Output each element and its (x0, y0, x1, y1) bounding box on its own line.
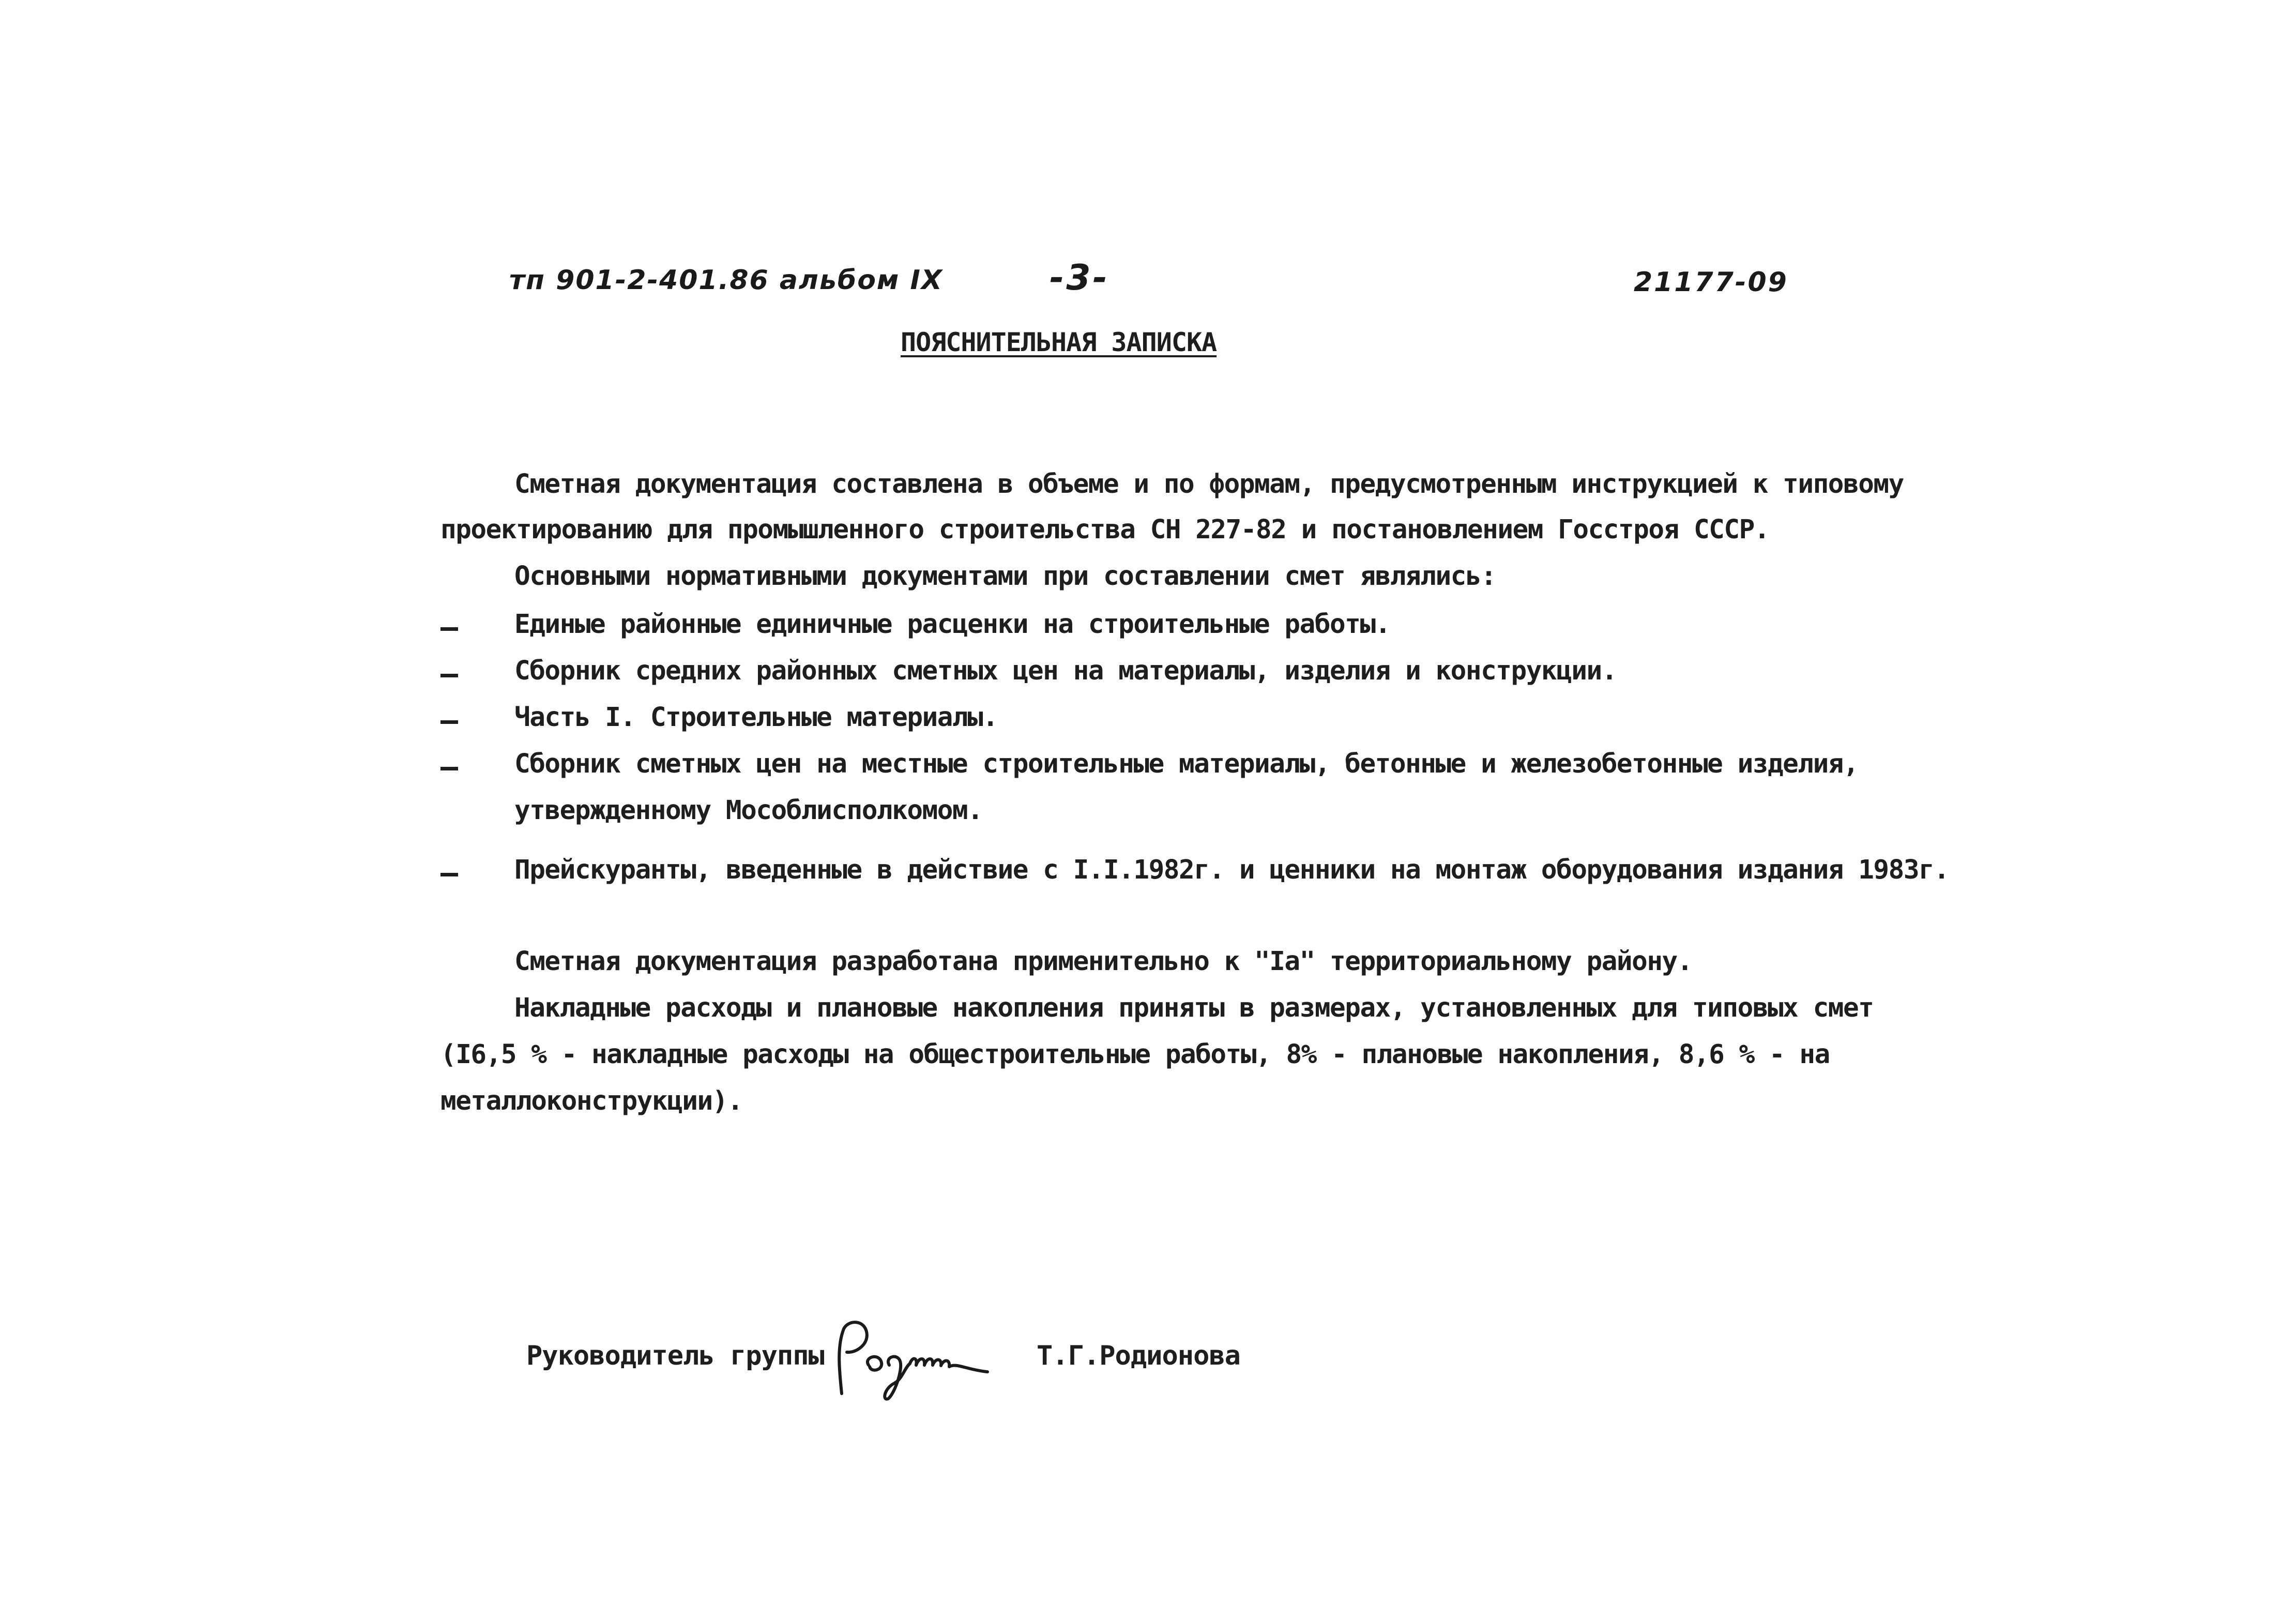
list-item-4-line-1: Сборник сметных цен на местные строительные материалы, бетонные и железобетонные изделия, (514, 749, 1859, 779)
list-item-5: Прейскуранты, введенные в действие с I.I.1982г. и ценники на монтаж оборудования издания 1983г. (514, 855, 1949, 885)
list-bullet-5 (440, 873, 458, 876)
signatory-role: Руководитель группы (526, 1340, 824, 1371)
paragraph-3-line-3: металлоконструкции). (440, 1086, 743, 1116)
list-item-2: Сборник средних районных сметных цен на материалы, изделия и конструкции. (514, 656, 1617, 686)
list-bullet-1 (440, 627, 458, 631)
list-item-4-line-2: утвержденному Мособлисполкомом. (514, 795, 983, 826)
list-bullet-4 (440, 767, 458, 770)
list-item-3: Часть I. Строительные материалы. (514, 702, 998, 733)
page-title: ПОЯСНИТЕЛЬНАЯ ЗАПИСКА (901, 327, 1217, 357)
document-number: 21177-09 (1634, 267, 1788, 298)
page-number: -3- (1050, 258, 1109, 298)
document-code: тп 901-2-401.86 альбом IX (509, 265, 943, 296)
paragraph-3-line-2: (I6,5 % - накладные расходы на общестроительные работы, 8% - плановые накопления, 8,6 % - на (440, 1039, 1830, 1070)
list-bullet-3 (440, 720, 458, 724)
paragraph-1-line-2: проектированию для промышленного строительства СН 227-82 и постановлением Госстроя СССР. (440, 515, 1770, 545)
list-item-1: Единые районные единичные расценки на строительные работы. (514, 609, 1390, 640)
paragraph-2: Сметная документация разработана применительно к "Iа" территориальному району. (514, 946, 1692, 977)
list-bullet-2 (440, 674, 458, 677)
list-intro: Основными нормативными документами при составлении смет являлись: (514, 561, 1496, 592)
paragraph-3-line-1: Накладные расходы и плановые накопления приняты в размерах, установленных для типовых смет (514, 993, 1874, 1023)
paragraph-1-line-1: Сметная документация составлена в объеме и по формам, предусмотренным инструкцией к типовому (514, 469, 1904, 500)
handwritten-signature (832, 1316, 1003, 1404)
signatory-name: Т.Г.Родионова (1037, 1340, 1240, 1371)
